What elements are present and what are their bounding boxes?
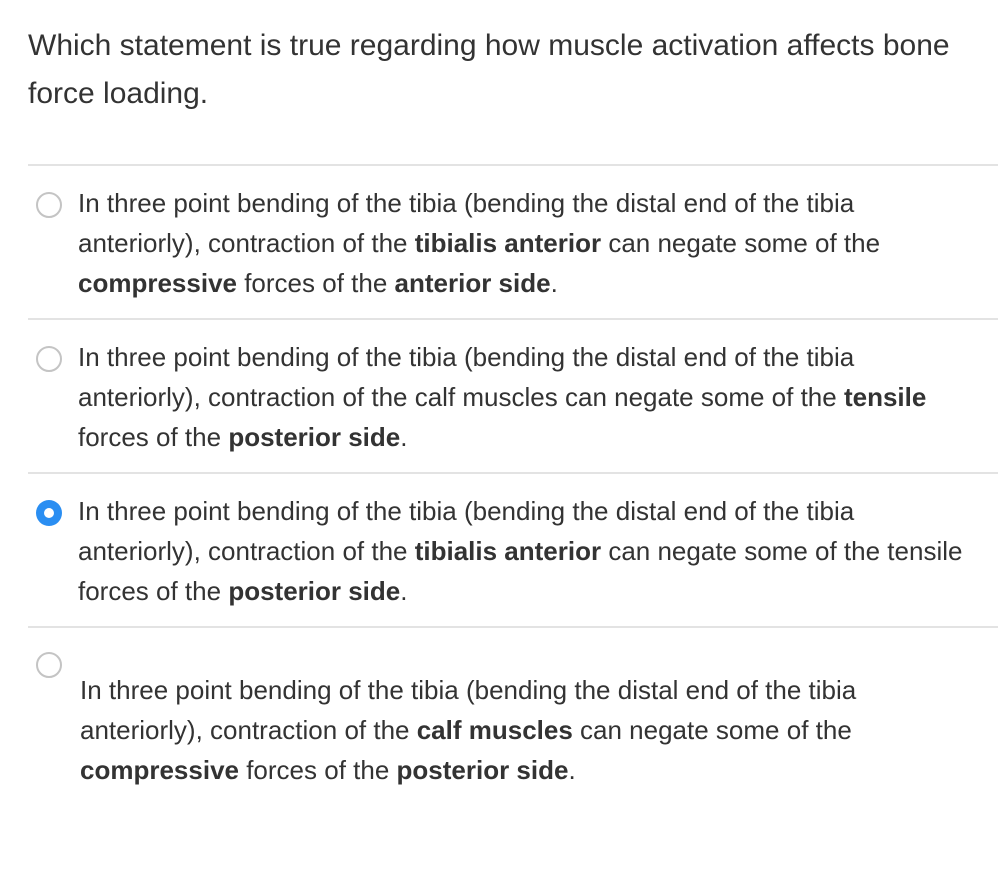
bold-term: tensile [843,382,927,412]
radio-button-option-1[interactable] [36,192,62,218]
bold-term: posterior side [228,576,401,606]
bold-term: calf muscles [416,715,573,745]
answer-option-1[interactable] [28,164,998,318]
bold-term: posterior side [396,755,569,785]
answer-option-1-text: In three point bending of the tibia (bending the distal end of the tibia anteriorly), contraction of the tibialis anterior can negate some of the compressive forces of the anterior side. [78,188,881,298]
answer-option-3-text: In three point bending of the tibia (bending the distal end of the tibia anteriorly), contraction of the tibialis anterior can negate some of the tensile forces of the posterior side. [78,496,963,606]
bold-term: anterior side [394,268,551,298]
answer-option-2[interactable] [28,318,998,472]
bold-term: posterior side [228,422,401,452]
radio-button-option-3[interactable] [36,500,62,526]
bold-term: tibialis anterior [414,228,602,258]
bold-term: compressive [78,268,237,298]
answer-options [28,164,998,826]
answer-option-4[interactable] [28,626,998,826]
answer-option-2-text: In three point bending of the tibia (bending the distal end of the tibia anteriorly), contraction of the calf muscles can negate some of the tensile forces of the posterior side. [78,342,927,452]
radio-button-option-2[interactable] [36,346,62,372]
question-text: Which statement is true regarding how muscle activation affects bone force loading. [28,29,950,110]
bold-term: tibialis anterior [414,536,602,566]
answer-option-4-text: In three point bending of the tibia (bending the distal end of the tibia anteriorly), contraction of the calf muscles can negate some of the compressive forces of the posterior side. [80,675,857,785]
radio-button-option-4[interactable] [36,652,62,678]
answer-option-3[interactable] [28,472,998,626]
bold-term: compressive [80,755,239,785]
